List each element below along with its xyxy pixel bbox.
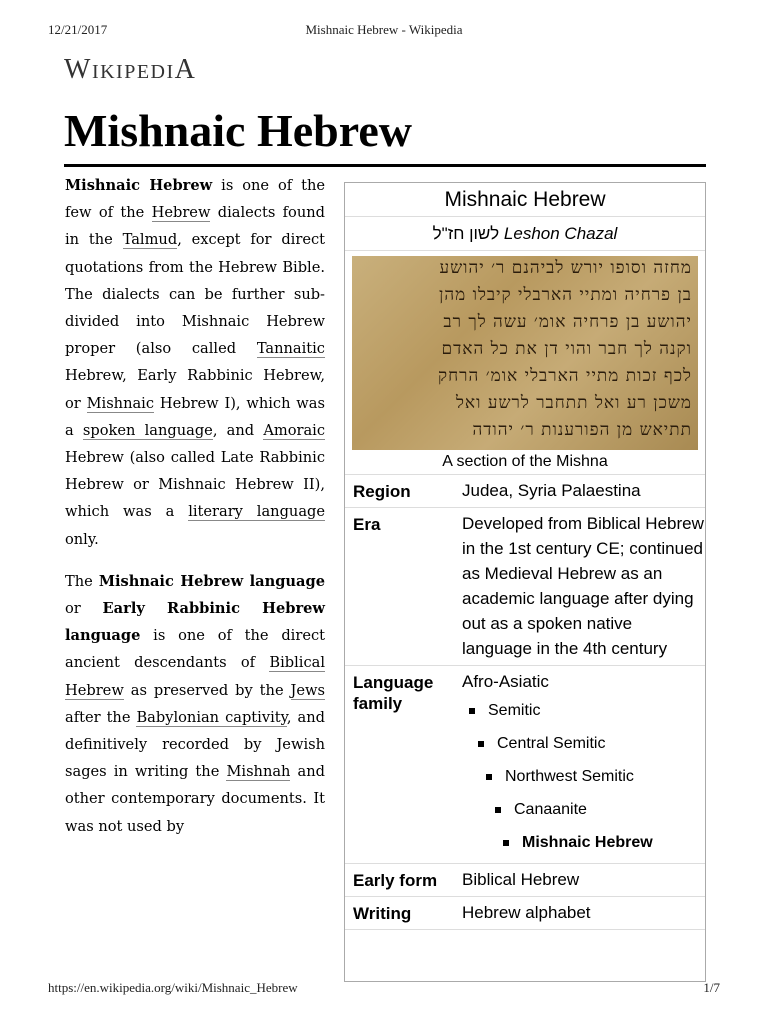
link-tannaitic[interactable]: Tannaitic bbox=[256, 340, 325, 358]
infobox-title: Mishnaic Hebrew bbox=[345, 183, 705, 217]
family-item-central-semitic[interactable]: Central Semitic bbox=[497, 727, 705, 760]
infobox-row-writing bbox=[345, 897, 705, 930]
native-name-latin: Leshon Chazal bbox=[503, 224, 618, 243]
era-label: Era bbox=[353, 515, 381, 534]
infobox-native-name bbox=[345, 217, 705, 251]
link-babylonian-captivity[interactable]: Babylonian captivity bbox=[136, 708, 287, 726]
print-date: 12/21/2017 bbox=[48, 22, 108, 37]
early-form-label: Early form bbox=[353, 871, 438, 890]
infobox-row-era bbox=[345, 508, 705, 666]
mishna-manuscript-image[interactable] bbox=[352, 256, 698, 450]
infobox bbox=[344, 182, 706, 982]
link-mishnaic[interactable]: Mishnaic bbox=[86, 394, 155, 412]
article-body bbox=[65, 172, 325, 855]
family-item-semitic[interactable]: Semitic bbox=[488, 694, 705, 727]
bold-term: Mishnaic Hebrew bbox=[65, 177, 213, 194]
print-url: https://en.wikipedia.org/wiki/Mishnaic_Hebrew bbox=[48, 980, 298, 995]
print-page-number: 1/7 bbox=[703, 980, 720, 995]
image-caption: A section of the Mishna bbox=[345, 450, 705, 475]
link-hebrew[interactable]: Hebrew bbox=[151, 204, 211, 222]
bold-term: Early Rabbinic Hebrew language bbox=[65, 600, 325, 645]
family-tree bbox=[462, 694, 705, 859]
family-root[interactable]: Afro-Asiatic bbox=[462, 672, 549, 691]
native-name-hebrew: לשון חז"ל bbox=[432, 224, 500, 243]
link-literary-language[interactable]: literary language bbox=[188, 503, 325, 521]
family-item-northwest-semitic[interactable]: Northwest Semitic bbox=[505, 760, 705, 793]
writing-value[interactable]: Hebrew alphabet bbox=[462, 903, 591, 922]
manuscript-line: משכן רע ואל תתחבר לרשע ואל bbox=[455, 393, 692, 413]
infobox-row-early-form bbox=[345, 864, 705, 897]
manuscript-line: תתיאש מן הפורענות ר׳ יהודה bbox=[472, 420, 692, 440]
wikipedia-logo[interactable]: WikipediA bbox=[64, 54, 197, 85]
article-title: Mishnaic Hebrew bbox=[64, 105, 412, 156]
link-amoraic[interactable]: Amoraic bbox=[263, 421, 326, 439]
infobox-row-family bbox=[345, 666, 705, 864]
family-item-canaanite[interactable]: Canaanite bbox=[514, 793, 705, 826]
manuscript-line: לכף זכות מתיי הארבלי אומ׳ הרחק bbox=[438, 366, 692, 386]
family-label: Language family bbox=[353, 673, 434, 713]
family-item-mishnaic-hebrew: Mishnaic Hebrew bbox=[522, 826, 705, 859]
link-mishnah[interactable]: Mishnah bbox=[226, 763, 291, 781]
writing-label: Writing bbox=[353, 904, 412, 923]
manuscript-line: מחזה וסופו יורש לביהנם ר׳ יהושע bbox=[439, 258, 692, 278]
paragraph-1: Mishnaic Hebrew is one of the few of the Hebrew dialects found in the Talmud, except for direct quotations from the Hebrew Bible. The dialects can be further sub-divided into Mishnaic Hebrew proper (also called Tannaitic Hebrew, Early Rabbinic Hebrew, or Mishnaic Hebrew I), which was a spoken language, and Amoraic Hebrew (also called Late Rabbinic Hebrew or Mishnaic Hebrew II), which was a literary language only. bbox=[65, 177, 326, 548]
title-divider bbox=[64, 164, 706, 167]
link-spoken-language[interactable]: spoken language bbox=[82, 421, 213, 439]
family-value bbox=[452, 669, 705, 859]
bold-term: Mishnaic Hebrew language bbox=[98, 572, 325, 590]
manuscript-line: יהושע בן פרחיה אומ׳ עשה לך רב bbox=[443, 312, 692, 332]
manuscript-line: בן פרחיה ומתיי הארבלי קיבלו מהן bbox=[439, 285, 692, 305]
manuscript-line: וקנה לך חבר והוי דן את כל האדם bbox=[441, 339, 692, 359]
link-jews[interactable]: Jews bbox=[290, 681, 325, 699]
era-value: Developed from Biblical Hebrew in the 1st century CE; continued as Medieval Hebrew as an academic language after dying out as a spoken native language in the 4th century bbox=[462, 514, 704, 658]
paragraph-2: The Mishnaic Hebrew language or Early Rabbinic Hebrew language is one of the direct ancient descendants of Biblical Hebrew as preserved by the Jews after the Babylonian captivity, and definitively recorded by Jewish sages in writing the Mishnah and other contemporary documents. It was not used by bbox=[65, 572, 325, 835]
region-value: Judea, Syria Palaestina bbox=[462, 481, 641, 500]
region-label: Region bbox=[353, 482, 411, 501]
infobox-row-region bbox=[345, 475, 705, 508]
print-page-title: Mishnaic Hebrew - Wikipedia bbox=[305, 22, 463, 37]
link-talmud[interactable]: Talmud bbox=[122, 231, 178, 249]
early-form-value[interactable]: Biblical Hebrew bbox=[462, 870, 580, 889]
link-biblical-hebrew[interactable]: Biblical Hebrew bbox=[65, 654, 325, 699]
